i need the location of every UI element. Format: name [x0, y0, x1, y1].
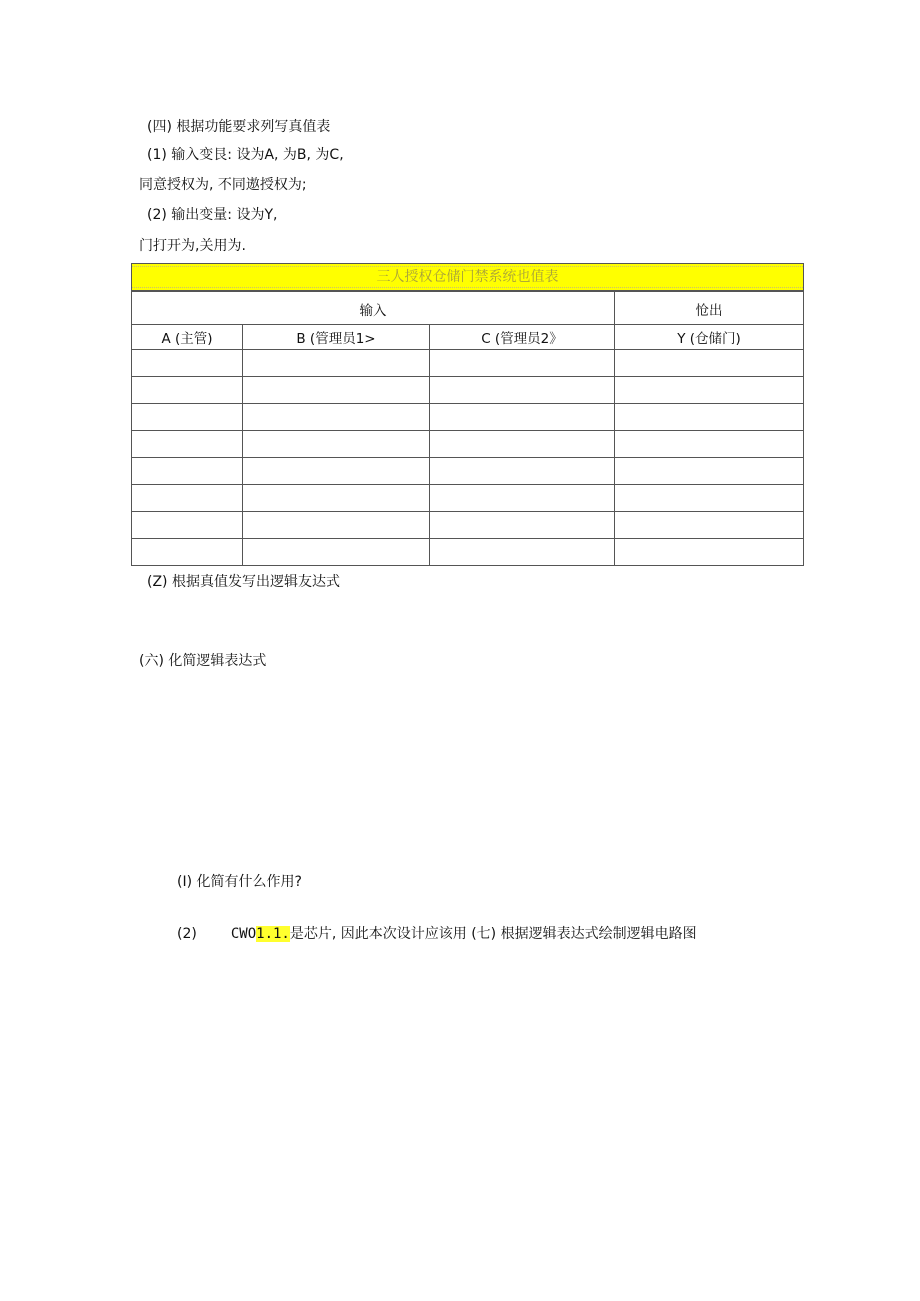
table-row: [132, 458, 804, 485]
table-cell[interactable]: [243, 431, 430, 458]
table-row: [132, 485, 804, 512]
table-cell[interactable]: [132, 485, 243, 512]
table-cell[interactable]: [430, 350, 615, 377]
input-variables-line: (1) 输入变艮: 设为A, 为B, 为C,: [147, 147, 344, 163]
output-door-line: 门打开为,关用为.: [139, 238, 246, 254]
table-cell[interactable]: [615, 512, 804, 539]
table-cell[interactable]: [243, 458, 430, 485]
table-cell[interactable]: [615, 539, 804, 566]
table-cell[interactable]: [132, 458, 243, 485]
section5-heading: (Z) 根据真值发写出逻辑友达式: [147, 574, 340, 590]
table-cell[interactable]: [132, 404, 243, 431]
chip-code-prefix: CWO: [230, 926, 257, 942]
table-cell[interactable]: [132, 431, 243, 458]
column-header-y: Y (仓储门): [615, 325, 804, 350]
table-cell[interactable]: [615, 404, 804, 431]
section6-heading: (六) 化简逻辑表达式: [139, 653, 267, 669]
truth-table-title: [132, 264, 804, 292]
question-2-number: (2): [177, 926, 197, 942]
question-1: (I) 化简有什么作用?: [177, 874, 302, 890]
column-header-c: C (管理员2》: [430, 325, 615, 350]
table-cell[interactable]: [430, 404, 615, 431]
section4-heading: (四) 根据功能要求列写真值表: [147, 119, 331, 135]
truth-table-title-text: 三人授权仓储门禁系统也值表: [132, 266, 803, 288]
table-row: [132, 512, 804, 539]
output-variables-line: (2) 输出变量: 设为Y,: [147, 207, 278, 223]
table-cell[interactable]: [615, 431, 804, 458]
table-cell[interactable]: [243, 512, 430, 539]
table-cell[interactable]: [430, 512, 615, 539]
table-row: [132, 350, 804, 377]
input-group-header: 输入: [132, 291, 615, 325]
table-cell[interactable]: [430, 539, 615, 566]
table-cell[interactable]: [615, 485, 804, 512]
truth-table: [131, 263, 804, 566]
table-cell[interactable]: [132, 539, 243, 566]
table-cell[interactable]: [615, 458, 804, 485]
column-header-b: B (管理员1>: [243, 325, 430, 350]
column-header-a: A (主管): [132, 325, 243, 350]
input-authorization-line: 同意授权为, 不同遨授权为;: [139, 177, 307, 193]
table-cell[interactable]: [430, 431, 615, 458]
table-cell[interactable]: [430, 485, 615, 512]
table-cell[interactable]: [132, 512, 243, 539]
table-cell[interactable]: [430, 377, 615, 404]
table-row: [132, 404, 804, 431]
table-cell[interactable]: [243, 485, 430, 512]
table-cell[interactable]: [132, 350, 243, 377]
table-cell[interactable]: [243, 377, 430, 404]
table-cell[interactable]: [243, 404, 430, 431]
table-cell[interactable]: [430, 458, 615, 485]
table-cell[interactable]: [243, 539, 430, 566]
chip-code-highlight: 1.1.: [256, 926, 290, 942]
question-2-text: 是芯片, 因此本次设计应该用 (七) 根据逻辑表达式绘制逻辑电路图: [289, 926, 697, 942]
table-cell[interactable]: [132, 377, 243, 404]
table-cell[interactable]: [243, 350, 430, 377]
table-cell[interactable]: [615, 350, 804, 377]
table-row: [132, 377, 804, 404]
table-row: [132, 539, 804, 566]
question-2: [177, 925, 697, 943]
output-group-header: 怆出: [615, 291, 804, 325]
table-row: [132, 431, 804, 458]
table-cell[interactable]: [615, 377, 804, 404]
